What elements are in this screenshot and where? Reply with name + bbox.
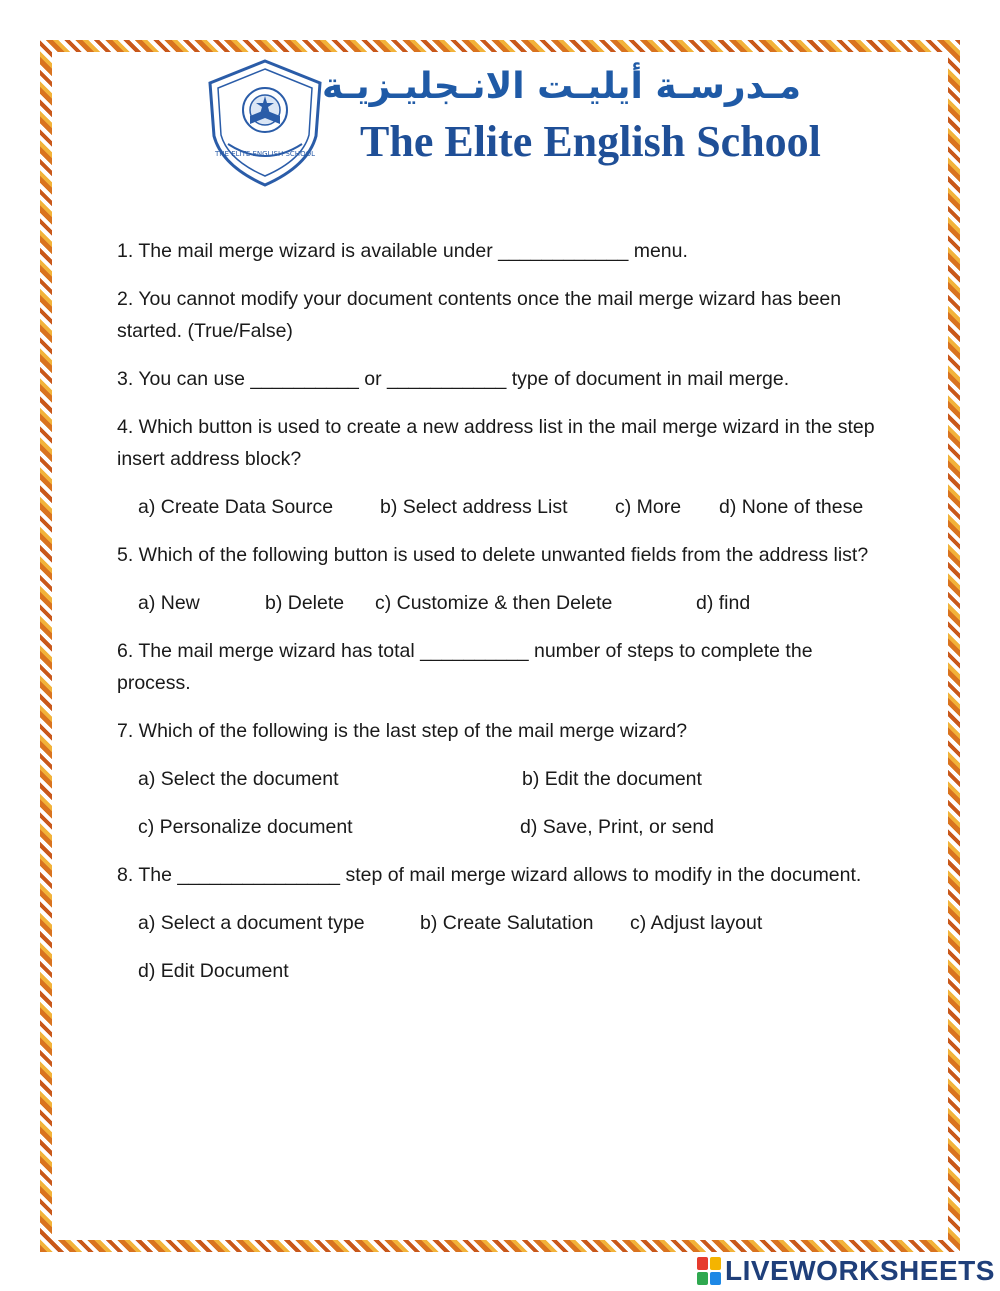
icon-square-red bbox=[697, 1257, 708, 1270]
crest-text: THE ELITE ENGLISH SCHOOL bbox=[215, 150, 315, 158]
question-5-options bbox=[117, 587, 887, 619]
q8-option-d[interactable]: d) Edit Document bbox=[138, 960, 289, 982]
q4-option-b[interactable]: b) Select address List bbox=[380, 496, 568, 518]
q7-option-a[interactable]: a) Select the document bbox=[138, 768, 339, 790]
question-3: 3. You can use __________ or ___________ type of document in mail merge. bbox=[117, 368, 790, 390]
school-name-english: The Elite English School bbox=[360, 117, 821, 166]
icon-square-yellow bbox=[710, 1257, 721, 1270]
q4-option-c[interactable]: c) More bbox=[615, 496, 682, 518]
q4-option-d[interactable]: d) None of these bbox=[719, 496, 864, 518]
question-5: 5. Which of the following button is used to delete unwanted fields from the address list? bbox=[117, 544, 869, 566]
question-8-options-row-1 bbox=[117, 907, 887, 939]
question-6: 6. The mail merge wizard has total __________ number of steps to complete the process. bbox=[117, 640, 813, 694]
school-crest-logo bbox=[198, 58, 333, 188]
school-name-arabic: مـدرسـة أيليـت الانـجليـزيـة bbox=[321, 66, 801, 107]
q5-option-b[interactable]: b) Delete bbox=[265, 592, 345, 614]
liveworksheets-logo[interactable] bbox=[697, 1254, 995, 1288]
q8-option-c[interactable]: c) Adjust layout bbox=[630, 912, 763, 934]
q5-option-c[interactable]: c) Customize & then Delete bbox=[375, 592, 613, 614]
question-2: 2. You cannot modify your document contents once the mail merge wizard has been started. (True/False) bbox=[117, 288, 842, 342]
q5-option-a[interactable]: a) New bbox=[138, 592, 200, 614]
liveworksheets-icon bbox=[697, 1257, 721, 1285]
question-7-options-row-2 bbox=[117, 811, 887, 843]
q7-option-c[interactable]: c) Personalize document bbox=[138, 816, 353, 838]
icon-square-blue bbox=[710, 1272, 721, 1285]
question-7-options-row-1 bbox=[117, 763, 887, 795]
q8-option-a[interactable]: a) Select a document type bbox=[138, 912, 365, 934]
question-7: 7. Which of the following is the last step of the mail merge wizard? bbox=[117, 720, 688, 742]
question-4-options bbox=[117, 491, 887, 523]
q8-option-b[interactable]: b) Create Salutation bbox=[420, 912, 594, 934]
icon-square-green bbox=[697, 1272, 708, 1285]
q7-option-b[interactable]: b) Edit the document bbox=[522, 768, 702, 790]
q7-option-d[interactable]: d) Save, Print, or send bbox=[520, 816, 715, 838]
question-1: 1. The mail merge wizard is available under ____________ menu. bbox=[117, 240, 688, 262]
question-4: 4. Which button is used to create a new address list in the mail merge wizard in the step insert address block? bbox=[117, 416, 875, 470]
liveworksheets-brand-text: LIVEWORKSHEETS bbox=[725, 1255, 995, 1286]
q4-option-a[interactable]: a) Create Data Source bbox=[138, 496, 334, 518]
question-8: 8. The _______________ step of mail merge wizard allows to modify in the document. bbox=[117, 864, 862, 886]
question-8-options-row-2 bbox=[117, 955, 887, 987]
worksheet-questions bbox=[117, 235, 887, 1003]
school-header bbox=[198, 58, 821, 193]
q5-option-d[interactable]: d) find bbox=[696, 592, 751, 614]
